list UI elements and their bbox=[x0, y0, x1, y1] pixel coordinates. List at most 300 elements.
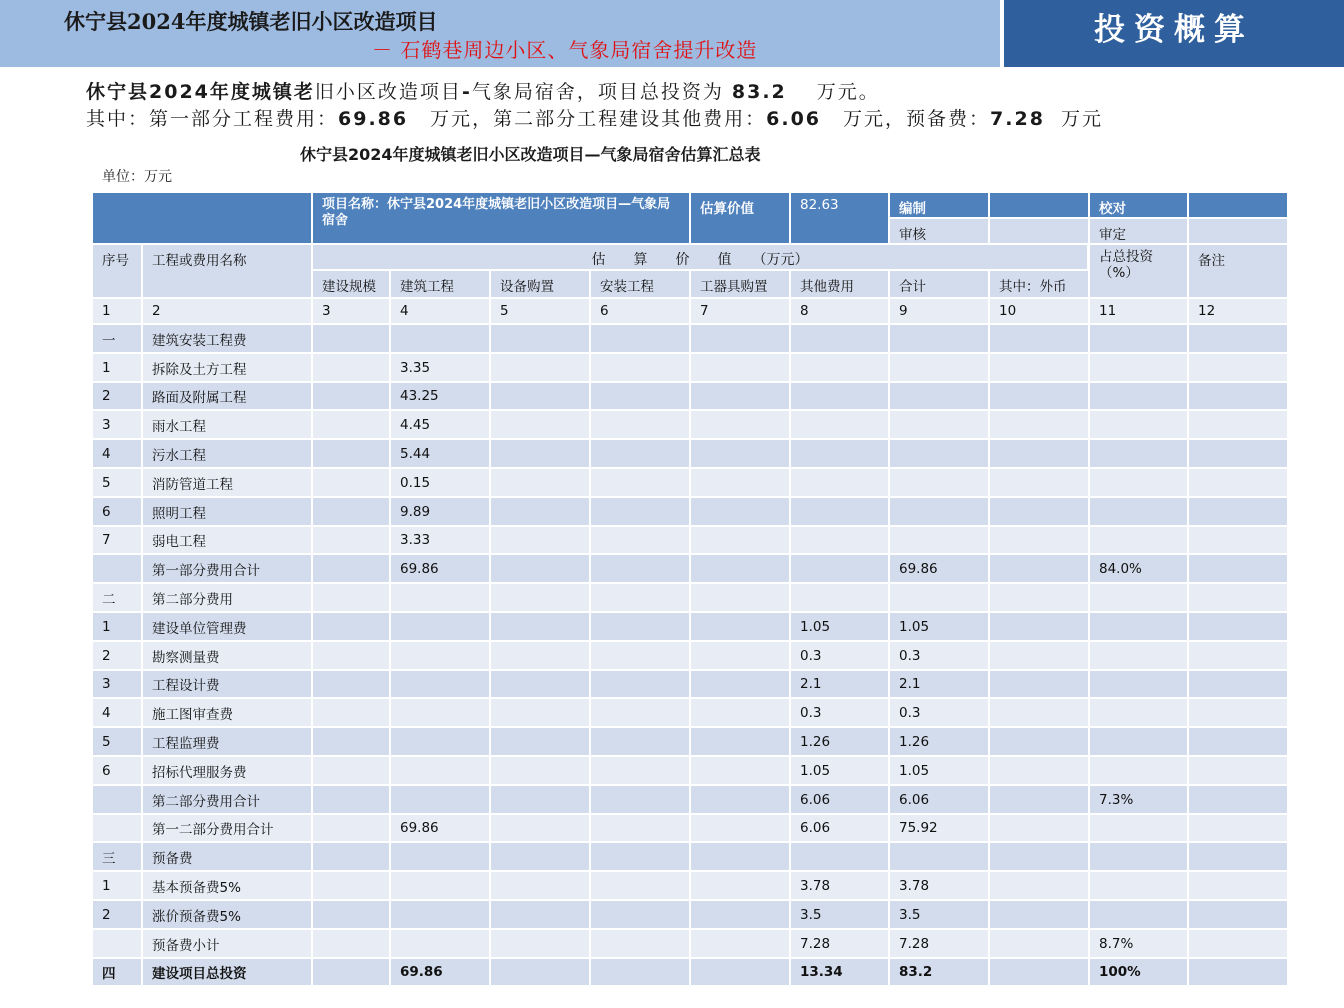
row-seq: 3 bbox=[93, 411, 141, 438]
row-cell bbox=[313, 959, 389, 985]
row-cell bbox=[1189, 440, 1287, 467]
row-cell bbox=[990, 757, 1088, 784]
row-cell bbox=[990, 815, 1088, 841]
row-cell bbox=[990, 440, 1088, 467]
row-cell bbox=[591, 930, 689, 957]
row-cell bbox=[990, 959, 1088, 985]
row-other-cost: 1.26 bbox=[791, 728, 888, 755]
row-share bbox=[1090, 354, 1187, 381]
sub-header: 建设规模 bbox=[313, 271, 389, 297]
row-cell bbox=[491, 728, 589, 755]
compile-label: 编制 bbox=[890, 193, 988, 217]
row-cell bbox=[491, 354, 589, 381]
row-other-cost bbox=[791, 469, 888, 496]
row-total: 0.3 bbox=[890, 642, 988, 669]
row-seq: 4 bbox=[93, 699, 141, 726]
row-cell bbox=[491, 786, 589, 813]
row-cell bbox=[313, 555, 389, 582]
project-title: 休宁县2024年度城镇老旧小区改造项目 bbox=[64, 9, 438, 34]
row-building-cost: 9.89 bbox=[391, 498, 489, 525]
row-cell bbox=[313, 728, 389, 755]
row-cell bbox=[591, 959, 689, 985]
row-cell bbox=[313, 584, 389, 611]
row-cell bbox=[313, 498, 389, 525]
summary-line-2: 其中：第一部分工程费用：69.86 万元，第二部分工程建设其他费用：6.06 万元，预备费：7.28 万元 bbox=[86, 108, 1103, 130]
col-number: 12 bbox=[1189, 299, 1287, 323]
row-cell bbox=[491, 555, 589, 582]
row-building-cost bbox=[391, 728, 489, 755]
row-seq: 1 bbox=[93, 354, 141, 381]
summary-line-1: 休宁县2024年度城镇老旧小区改造项目-气象局宿舍，项目总投资为 83.2 万元。 bbox=[86, 81, 880, 103]
row-seq bbox=[93, 930, 141, 957]
row-building-cost: 4.45 bbox=[391, 411, 489, 438]
row-share bbox=[1090, 699, 1187, 726]
row-cell bbox=[491, 613, 589, 640]
row-share bbox=[1090, 757, 1187, 784]
row-cell bbox=[591, 498, 689, 525]
row-cell bbox=[1189, 613, 1287, 640]
row-other-cost bbox=[791, 843, 888, 870]
row-total bbox=[890, 325, 988, 352]
row-cell bbox=[691, 699, 789, 726]
row-cell bbox=[313, 642, 389, 669]
row-building-cost bbox=[391, 584, 489, 611]
row-cell bbox=[591, 440, 689, 467]
row-cell bbox=[491, 901, 589, 928]
row-cell bbox=[990, 613, 1088, 640]
row-cell bbox=[1189, 527, 1287, 553]
row-seq: 5 bbox=[93, 469, 141, 496]
row-other-cost: 3.5 bbox=[791, 901, 888, 928]
col-number: 9 bbox=[890, 299, 988, 323]
row-building-cost bbox=[391, 699, 489, 726]
row-cell bbox=[691, 527, 789, 553]
row-other-cost: 7.28 bbox=[791, 930, 888, 957]
row-total bbox=[890, 843, 988, 870]
row-cell bbox=[1189, 354, 1287, 381]
row-cell bbox=[691, 872, 789, 899]
row-building-cost: 69.86 bbox=[391, 555, 489, 582]
row-share bbox=[1090, 498, 1187, 525]
row-name: 预备费 bbox=[143, 843, 311, 870]
col-number: 3 bbox=[313, 299, 389, 323]
row-cell bbox=[313, 815, 389, 841]
row-building-cost bbox=[391, 642, 489, 669]
row-cell bbox=[990, 354, 1088, 381]
row-total: 69.86 bbox=[890, 555, 988, 582]
row-cell bbox=[1189, 699, 1287, 726]
row-cell bbox=[591, 411, 689, 438]
row-cell bbox=[1189, 383, 1287, 409]
col-name-header: 工程或费用名称 bbox=[143, 245, 311, 297]
row-cell bbox=[691, 642, 789, 669]
row-name: 建筑安装工程费 bbox=[143, 325, 311, 352]
row-cell bbox=[691, 930, 789, 957]
sub-header: 安装工程 bbox=[591, 271, 689, 297]
row-cell bbox=[691, 584, 789, 611]
row-seq: 3 bbox=[93, 671, 141, 697]
row-cell bbox=[591, 354, 689, 381]
row-cell bbox=[1189, 411, 1287, 438]
row-seq: 7 bbox=[93, 527, 141, 553]
row-total: 7.28 bbox=[890, 930, 988, 957]
row-cell bbox=[491, 642, 589, 669]
check-label: 校对 bbox=[1090, 193, 1187, 217]
row-cell bbox=[691, 757, 789, 784]
check-value bbox=[1189, 193, 1287, 217]
row-cell bbox=[1189, 872, 1287, 899]
row-cell bbox=[591, 872, 689, 899]
row-building-cost bbox=[391, 843, 489, 870]
row-cell bbox=[313, 613, 389, 640]
row-share: 100% bbox=[1090, 959, 1187, 985]
row-cell bbox=[591, 469, 689, 496]
row-cell bbox=[491, 325, 589, 352]
row-cell bbox=[1189, 498, 1287, 525]
row-name: 基本预备费5% bbox=[143, 872, 311, 899]
row-cell bbox=[1189, 901, 1287, 928]
row-share: 8.7% bbox=[1090, 930, 1187, 957]
row-cell bbox=[591, 786, 689, 813]
row-cell bbox=[591, 728, 689, 755]
row-name: 第二部分费用合计 bbox=[143, 786, 311, 813]
section-title: 投资概算 bbox=[1094, 12, 1254, 48]
row-name: 污水工程 bbox=[143, 440, 311, 467]
project-subtitle: － 石鹤巷周边小区、气象局宿舍提升改造 bbox=[372, 38, 758, 62]
row-other-cost: 2.1 bbox=[791, 671, 888, 697]
row-cell bbox=[313, 757, 389, 784]
row-name: 拆除及土方工程 bbox=[143, 354, 311, 381]
table-title: 休宁县2024年度城镇老旧小区改造项目—气象局宿舍估算汇总表 bbox=[300, 145, 761, 164]
col-number: 2 bbox=[143, 299, 311, 323]
row-cell bbox=[591, 325, 689, 352]
row-other-cost: 3.78 bbox=[791, 872, 888, 899]
row-cell bbox=[990, 786, 1088, 813]
row-cell bbox=[990, 930, 1088, 957]
row-cell bbox=[313, 872, 389, 899]
sub-header: 其他费用 bbox=[791, 271, 888, 297]
row-seq: 6 bbox=[93, 757, 141, 784]
row-total bbox=[890, 383, 988, 409]
row-cell bbox=[990, 383, 1088, 409]
row-building-cost bbox=[391, 613, 489, 640]
row-cell bbox=[591, 527, 689, 553]
row-total bbox=[890, 584, 988, 611]
row-other-cost: 13.34 bbox=[791, 959, 888, 985]
row-cell bbox=[591, 815, 689, 841]
row-cell bbox=[313, 383, 389, 409]
row-seq: 二 bbox=[93, 584, 141, 611]
row-other-cost: 1.05 bbox=[791, 757, 888, 784]
col-number: 7 bbox=[691, 299, 789, 323]
row-name: 施工图审查费 bbox=[143, 699, 311, 726]
approve-label: 审定 bbox=[1090, 219, 1187, 243]
row-cell bbox=[491, 383, 589, 409]
row-cell bbox=[1189, 325, 1287, 352]
row-total: 0.3 bbox=[890, 699, 988, 726]
row-name: 路面及附属工程 bbox=[143, 383, 311, 409]
row-cell bbox=[1189, 671, 1287, 697]
row-name: 工程设计费 bbox=[143, 671, 311, 697]
header-blank bbox=[93, 193, 311, 243]
row-cell bbox=[990, 469, 1088, 496]
row-cell bbox=[591, 613, 689, 640]
review-value bbox=[990, 219, 1088, 243]
col-number: 10 bbox=[990, 299, 1088, 323]
row-cell bbox=[990, 728, 1088, 755]
row-building-cost bbox=[391, 671, 489, 697]
row-cell bbox=[591, 901, 689, 928]
row-cell bbox=[1189, 469, 1287, 496]
row-share bbox=[1090, 411, 1187, 438]
row-share bbox=[1090, 642, 1187, 669]
row-cell bbox=[990, 411, 1088, 438]
row-share bbox=[1090, 728, 1187, 755]
row-cell bbox=[491, 872, 589, 899]
row-cell bbox=[591, 555, 689, 582]
row-cell bbox=[313, 901, 389, 928]
row-other-cost: 1.05 bbox=[791, 613, 888, 640]
row-name: 弱电工程 bbox=[143, 527, 311, 553]
row-total: 6.06 bbox=[890, 786, 988, 813]
row-other-cost bbox=[791, 498, 888, 525]
row-cell bbox=[491, 843, 589, 870]
row-total bbox=[890, 469, 988, 496]
row-name: 预备费小计 bbox=[143, 930, 311, 957]
row-cell bbox=[691, 440, 789, 467]
row-cell bbox=[313, 411, 389, 438]
row-cell bbox=[491, 959, 589, 985]
row-cell bbox=[313, 527, 389, 553]
review-label: 审核 bbox=[890, 219, 988, 243]
row-cell bbox=[691, 354, 789, 381]
row-seq bbox=[93, 786, 141, 813]
row-cell bbox=[313, 671, 389, 697]
row-cell bbox=[491, 699, 589, 726]
row-seq: 2 bbox=[93, 901, 141, 928]
row-total: 75.92 bbox=[890, 815, 988, 841]
row-other-cost bbox=[791, 325, 888, 352]
estimate-group-header: 估 算 价 值 （万元） bbox=[313, 245, 1087, 269]
row-cell bbox=[591, 584, 689, 611]
col-number: 6 bbox=[591, 299, 689, 323]
row-seq: 四 bbox=[93, 959, 141, 985]
row-cell bbox=[691, 383, 789, 409]
row-other-cost bbox=[791, 354, 888, 381]
row-cell bbox=[990, 699, 1088, 726]
row-total: 3.5 bbox=[890, 901, 988, 928]
row-other-cost: 0.3 bbox=[791, 642, 888, 669]
row-other-cost: 6.06 bbox=[791, 815, 888, 841]
row-building-cost bbox=[391, 872, 489, 899]
row-share: 7.3% bbox=[1090, 786, 1187, 813]
row-building-cost bbox=[391, 757, 489, 784]
col-share-header: 占总投资（%） bbox=[1090, 245, 1187, 297]
row-name: 建设项目总投资 bbox=[143, 959, 311, 985]
row-share bbox=[1090, 815, 1187, 841]
row-other-cost: 6.06 bbox=[791, 786, 888, 813]
row-cell bbox=[491, 757, 589, 784]
row-cell bbox=[313, 469, 389, 496]
row-cell bbox=[1189, 757, 1287, 784]
row-cell bbox=[691, 843, 789, 870]
row-cell bbox=[1189, 584, 1287, 611]
row-cell bbox=[990, 642, 1088, 669]
row-cell bbox=[691, 815, 789, 841]
row-cell bbox=[691, 411, 789, 438]
sub-header: 合计 bbox=[890, 271, 988, 297]
row-cell bbox=[313, 930, 389, 957]
row-seq: 2 bbox=[93, 642, 141, 669]
row-other-cost bbox=[791, 383, 888, 409]
row-cell bbox=[990, 584, 1088, 611]
row-total bbox=[890, 411, 988, 438]
col-seq-header: 序号 bbox=[93, 245, 141, 297]
row-cell bbox=[1189, 815, 1287, 841]
row-cell bbox=[691, 901, 789, 928]
row-cell bbox=[1189, 843, 1287, 870]
row-other-cost: 0.3 bbox=[791, 699, 888, 726]
estimate-value: 82.63 bbox=[791, 193, 888, 243]
row-cell bbox=[591, 843, 689, 870]
row-cell bbox=[491, 584, 589, 611]
row-cell bbox=[1189, 930, 1287, 957]
row-total: 1.05 bbox=[890, 613, 988, 640]
row-total: 2.1 bbox=[890, 671, 988, 697]
row-building-cost bbox=[391, 901, 489, 928]
row-cell bbox=[990, 325, 1088, 352]
row-building-cost: 5.44 bbox=[391, 440, 489, 467]
sub-header: 工器具购置 bbox=[691, 271, 789, 297]
row-name: 第一二部分费用合计 bbox=[143, 815, 311, 841]
row-name: 招标代理服务费 bbox=[143, 757, 311, 784]
row-cell bbox=[491, 411, 589, 438]
row-building-cost bbox=[391, 930, 489, 957]
row-cell bbox=[1189, 728, 1287, 755]
row-cell bbox=[990, 555, 1088, 582]
row-name: 消防管道工程 bbox=[143, 469, 311, 496]
row-share bbox=[1090, 671, 1187, 697]
row-cell bbox=[313, 699, 389, 726]
row-cell bbox=[491, 527, 589, 553]
row-cell bbox=[691, 498, 789, 525]
row-total bbox=[890, 354, 988, 381]
row-building-cost: 0.15 bbox=[391, 469, 489, 496]
row-building-cost: 3.33 bbox=[391, 527, 489, 553]
row-cell bbox=[491, 930, 589, 957]
row-name: 工程监理费 bbox=[143, 728, 311, 755]
row-cell bbox=[591, 699, 689, 726]
col-note-header: 备注 bbox=[1189, 245, 1287, 297]
row-cell bbox=[990, 498, 1088, 525]
row-total bbox=[890, 440, 988, 467]
row-seq bbox=[93, 555, 141, 582]
row-seq: 6 bbox=[93, 498, 141, 525]
row-name: 第二部分费用 bbox=[143, 584, 311, 611]
unit-label: 单位：万元 bbox=[102, 169, 172, 185]
row-cell bbox=[691, 728, 789, 755]
row-share bbox=[1090, 843, 1187, 870]
row-building-cost bbox=[391, 786, 489, 813]
row-building-cost: 69.86 bbox=[391, 815, 489, 841]
row-other-cost bbox=[791, 440, 888, 467]
row-total: 83.2 bbox=[890, 959, 988, 985]
row-cell bbox=[1189, 642, 1287, 669]
row-other-cost bbox=[791, 527, 888, 553]
row-name: 雨水工程 bbox=[143, 411, 311, 438]
row-building-cost: 3.35 bbox=[391, 354, 489, 381]
row-cell bbox=[990, 901, 1088, 928]
row-seq: 三 bbox=[93, 843, 141, 870]
row-name: 涨价预备费5% bbox=[143, 901, 311, 928]
row-other-cost bbox=[791, 411, 888, 438]
row-share bbox=[1090, 440, 1187, 467]
row-other-cost bbox=[791, 555, 888, 582]
row-seq: 4 bbox=[93, 440, 141, 467]
row-cell bbox=[691, 325, 789, 352]
row-other-cost bbox=[791, 584, 888, 611]
row-seq: 5 bbox=[93, 728, 141, 755]
estimate-value-label: 估算价值 bbox=[691, 193, 789, 243]
row-total: 1.05 bbox=[890, 757, 988, 784]
col-number: 11 bbox=[1090, 299, 1187, 323]
row-total: 1.26 bbox=[890, 728, 988, 755]
row-share bbox=[1090, 527, 1187, 553]
row-cell bbox=[691, 613, 789, 640]
sub-header: 建筑工程 bbox=[391, 271, 489, 297]
row-building-cost: 69.86 bbox=[391, 959, 489, 985]
row-cell bbox=[691, 786, 789, 813]
total-investment: 83.2 bbox=[731, 81, 787, 103]
row-seq bbox=[93, 815, 141, 841]
row-cell bbox=[1189, 555, 1287, 582]
col-number: 4 bbox=[391, 299, 489, 323]
row-cell bbox=[491, 815, 589, 841]
col-number: 8 bbox=[791, 299, 888, 323]
row-cell bbox=[691, 671, 789, 697]
row-cell bbox=[691, 555, 789, 582]
row-seq: 一 bbox=[93, 325, 141, 352]
row-cell bbox=[591, 383, 689, 409]
row-cell bbox=[313, 354, 389, 381]
approve-value bbox=[1189, 219, 1287, 243]
row-cell bbox=[990, 843, 1088, 870]
row-share: 84.0% bbox=[1090, 555, 1187, 582]
row-name: 建设单位管理费 bbox=[143, 613, 311, 640]
row-cell bbox=[313, 325, 389, 352]
row-seq: 1 bbox=[93, 613, 141, 640]
row-cell bbox=[313, 786, 389, 813]
row-share bbox=[1090, 872, 1187, 899]
row-seq: 2 bbox=[93, 383, 141, 409]
row-name: 勘察测量费 bbox=[143, 642, 311, 669]
col-number: 1 bbox=[93, 299, 141, 323]
row-share bbox=[1090, 901, 1187, 928]
row-cell bbox=[491, 440, 589, 467]
row-cell bbox=[990, 872, 1088, 899]
row-cell bbox=[491, 498, 589, 525]
row-share bbox=[1090, 383, 1187, 409]
compile-value bbox=[990, 193, 1088, 217]
row-cell bbox=[591, 642, 689, 669]
row-cell bbox=[990, 671, 1088, 697]
row-seq: 1 bbox=[93, 872, 141, 899]
row-share bbox=[1090, 469, 1187, 496]
row-total bbox=[890, 527, 988, 553]
row-total: 3.78 bbox=[890, 872, 988, 899]
row-building-cost bbox=[391, 325, 489, 352]
row-total bbox=[890, 498, 988, 525]
